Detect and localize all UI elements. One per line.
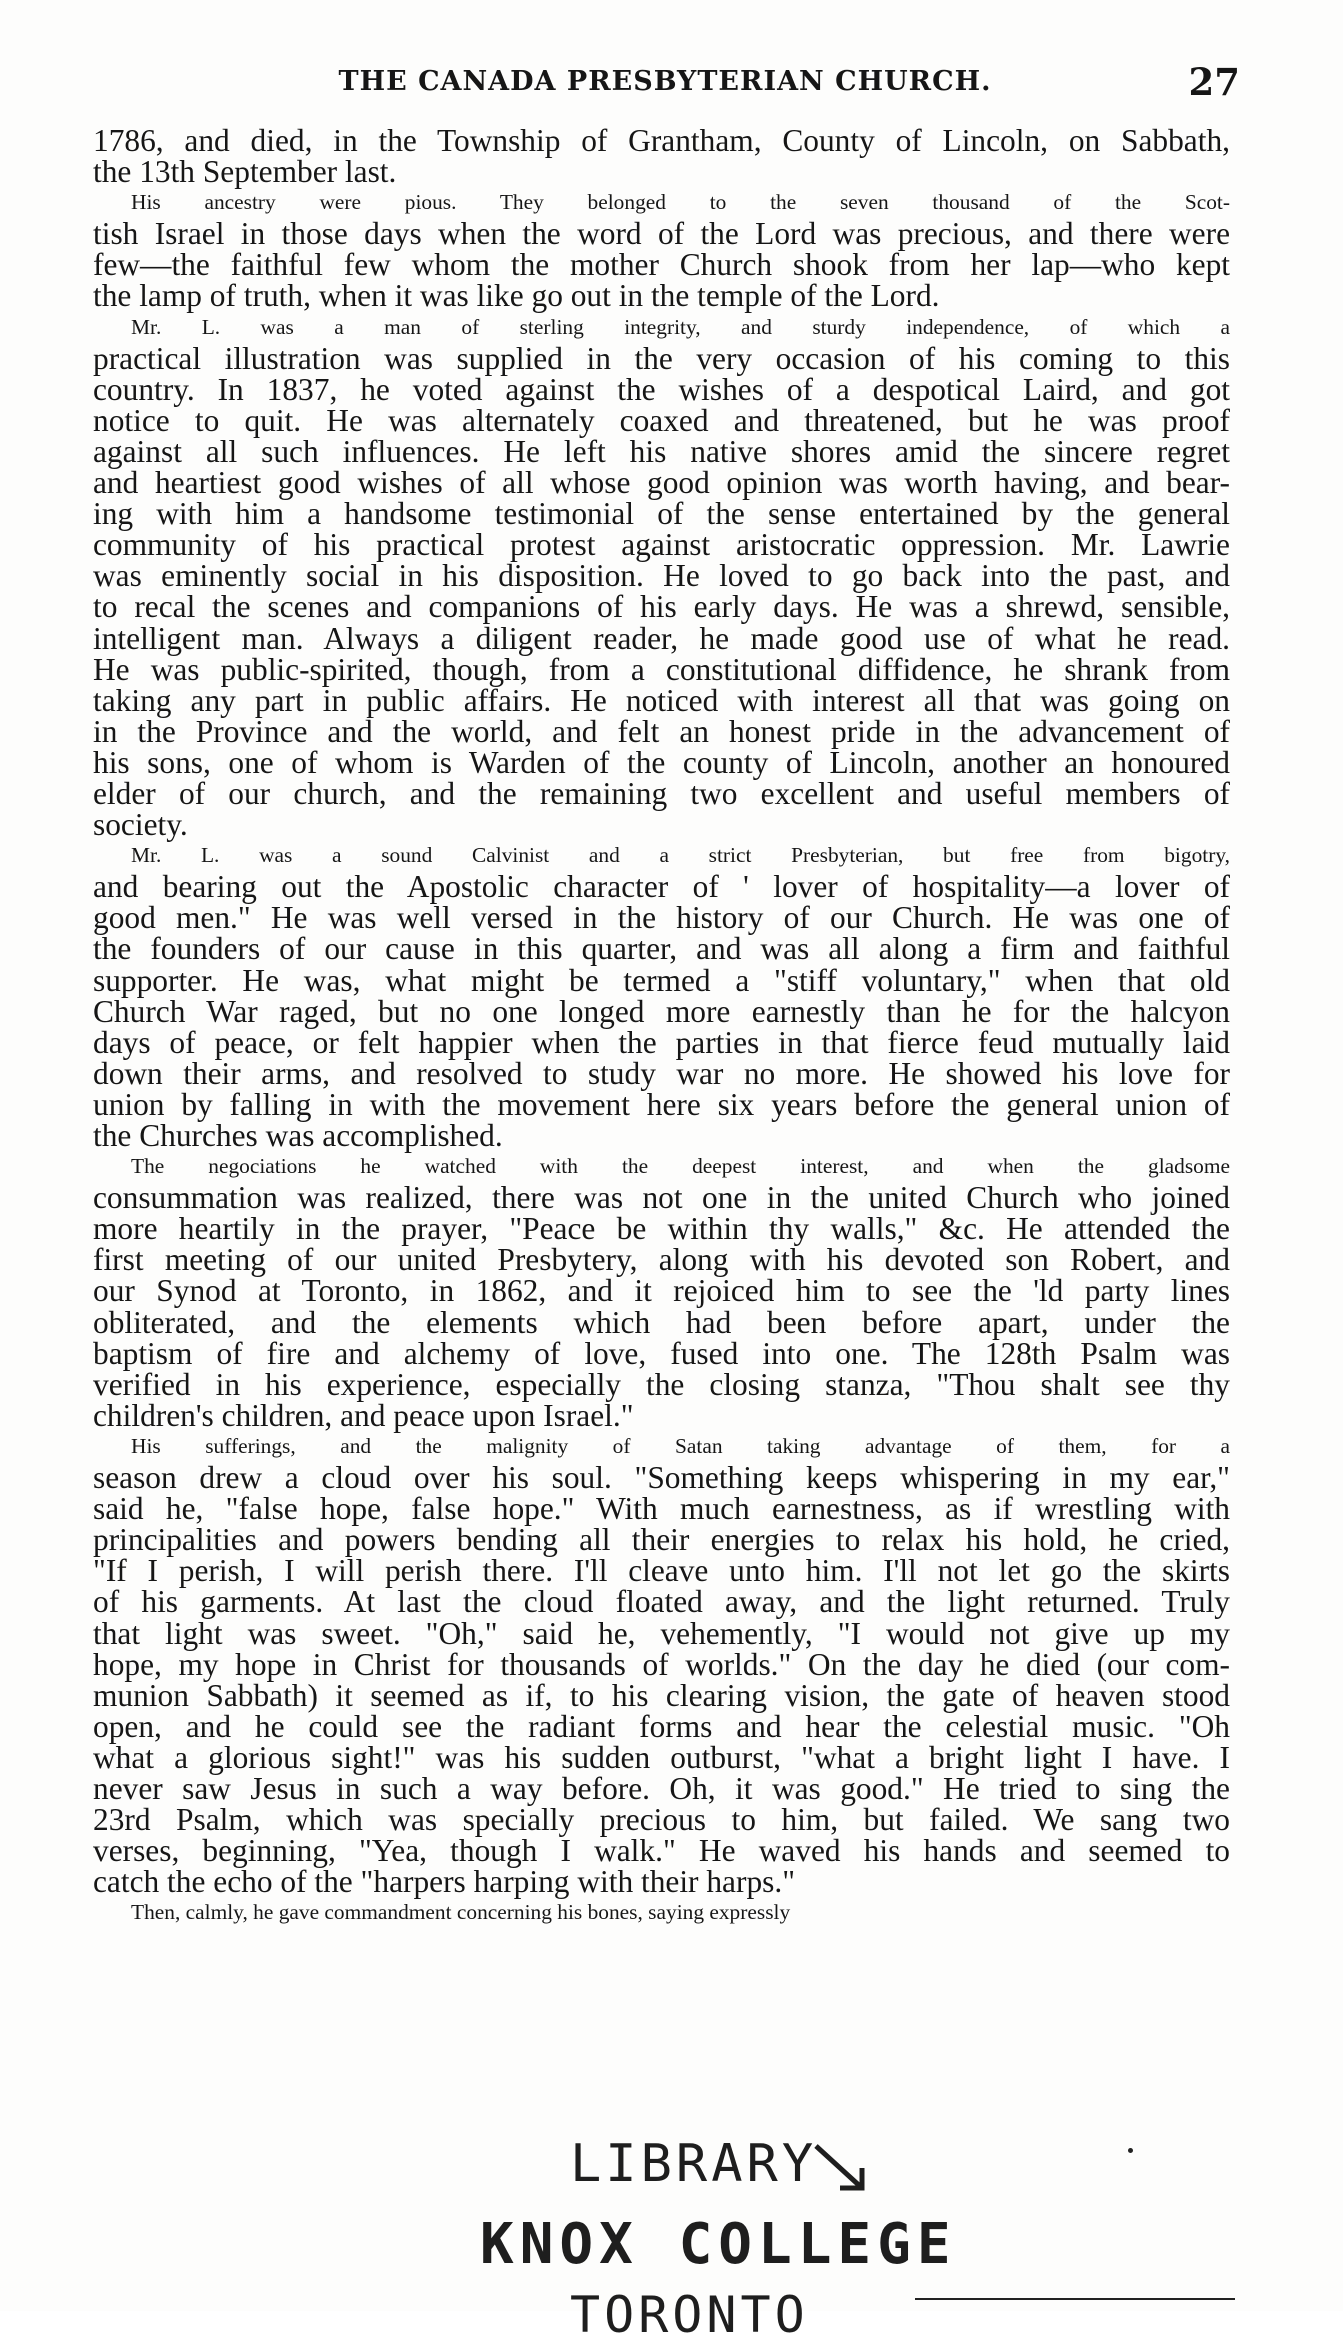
text-line: of his garments. At last the cloud floated away, and the light returned. Truly [93, 1584, 1230, 1620]
text-line: and bearing out the Apostolic character of ' lover of hospitality—a lover of [93, 869, 1230, 905]
paragraph [93, 1431, 1230, 1900]
text-line: Then, calmly, he gave commandment concerning his bones, saying expressly [131, 1900, 791, 1925]
paragraph [93, 123, 1230, 190]
text-line: The negociations he watched with the deepest interest, and when the gladsome [131, 1154, 1230, 1179]
paragraph [93, 1151, 1230, 1431]
bottom-rule [915, 2298, 1235, 2300]
text-line: and heartiest good wishes of all whose good opinion was worth having, and bear- [93, 465, 1230, 501]
text-line: munion Sabbath) it seemed as if, to his clearing vision, the gate of heaven stood [93, 1677, 1230, 1713]
text-line: taking any part in public affairs. He noticed with interest all that was going on [93, 682, 1230, 718]
text-line: season drew a cloud over his soul. "Something keeps whispering in my ear," [93, 1460, 1230, 1496]
paragraph [93, 312, 1230, 841]
ink-dot [1128, 2148, 1133, 2153]
paragraph [93, 187, 1230, 314]
text-line: good men." He was well versed in the history of our Church. He was one of [93, 900, 1230, 936]
text-line: country. In 1837, he voted against the wishes of a despotical Laird, and got [93, 371, 1230, 407]
text-line: down their arms, and resolved to study war no more. He showed his love for [93, 1055, 1230, 1091]
paragraph [93, 840, 1230, 1151]
text-line: against all such influences. He left his native shores amid the sincere regret [93, 433, 1230, 469]
text-line: verified in his experience, especially the closing stanza, "Thou shalt see thy [93, 1366, 1230, 1402]
stamp-city-text: TORONTO [570, 2286, 809, 2344]
text-line: "If I perish, I will perish there. I'll cleave unto him. I'll not let go the skirts [93, 1553, 1230, 1589]
text-line: the 13th September last. [93, 154, 397, 190]
text-line: union by falling in with the movement here six years before the general union of [93, 1086, 1230, 1122]
text-line: practical illustration was supplied in the very occasion of his coming to this [93, 340, 1230, 376]
text-line: tish Israel in those days when the word of the Lord was precious, and there were [93, 216, 1230, 252]
text-line: supporter. He was, what might be termed a "stiff voluntary," when that old [93, 962, 1230, 998]
text-line: more heartily in the prayer, "Peace be within thy walls," &c. He attended the [93, 1211, 1230, 1247]
text-line: baptism of fire and alchemy of love, fused into one. The 128th Psalm was [93, 1335, 1230, 1371]
text-line: to recal the scenes and companions of his early days. He was a shrewd, sensible, [93, 589, 1230, 625]
text-line: children's children, and peace upon Israel." [93, 1397, 634, 1433]
text-line: our Synod at Toronto, in 1862, and it rejoiced him to see the 'ld party lines [93, 1273, 1230, 1309]
text-line: was eminently social in his disposition. He loved to go back into the past, and [93, 558, 1230, 594]
page-title: THE CANADA PRESBYTERIAN CHURCH. [338, 66, 992, 97]
text-line: few—the faithful few whom the mother Church shook from her lap—who kept [93, 247, 1230, 283]
text-line: the Churches was accomplished. [93, 1118, 503, 1153]
text-line: first meeting of our united Presbytery, along with his devoted son Robert, and [93, 1242, 1230, 1278]
text-line: Church War raged, but no one longed more earnestly than he for the halcyon [93, 993, 1230, 1029]
paragraph [93, 1897, 1230, 1928]
text-line: Mr. L. was a sound Calvinist and a strict Presbyterian, but free from bigotry, [131, 843, 1230, 868]
library-stamp [450, 2124, 1010, 2344]
stamp-college-text: KNOX COLLEGE [480, 2212, 957, 2277]
text-line: hope, my hope in Christ for thousands of worlds." On the day he died (our com- [93, 1646, 1230, 1682]
text-line: His sufferings, and the malignity of Satan taking advantage of them, for a [131, 1433, 1230, 1458]
stamp-library-text: LIBRARY [570, 2134, 818, 2194]
text-line: what a glorious sight!" was his sudden outburst, "what a bright light I have. I [93, 1739, 1230, 1775]
text-line: His ancestry were pious. They belonged to the seven thousand of the Scot- [131, 190, 1230, 215]
text-line: catch the echo of the "harpers harping with their harps." [93, 1864, 796, 1900]
text-line: elder of our church, and the remaining two excellent and useful members of [93, 775, 1230, 811]
text-line: 23rd Psalm, which was specially precious to him, but failed. We sang two [93, 1802, 1230, 1838]
text-line: principalities and powers bending all their energies to relax his hold, he cried, [93, 1522, 1230, 1558]
running-head [90, 60, 1240, 110]
text-line: verses, beginning, "Yea, though I walk." He waved his hands and seemed to [93, 1833, 1230, 1869]
text-line: 1786, and died, in the Township of Grantham, County of Lincoln, on Sabbath, [93, 123, 1230, 158]
text-line: consummation was realized, there was not one in the united Church who joined [93, 1180, 1230, 1216]
text-line: society. [93, 807, 188, 843]
text-line: never saw Jesus in such a way before. Oh, it was good." He tried to sing the [93, 1770, 1230, 1806]
text-line: days of peace, or felt happier when the parties in that fierce feud mutually laid [93, 1024, 1230, 1060]
body-text [93, 125, 1230, 1928]
text-line: ing with him a handsome testimonial of the sense entertained by the general [93, 496, 1230, 532]
text-line: notice to quit. He was alternately coaxed and threatened, but he was proof [93, 402, 1230, 438]
text-line: the lamp of truth, when it was like go out in the temple of the Lord. [93, 278, 940, 314]
text-line: his sons, one of whom is Warden of the county of Lincoln, another an honoured [93, 744, 1230, 780]
text-line: intelligent man. Always a diligent reader, he made good use of what he read. [93, 620, 1230, 656]
stamp-arrow-icon [810, 2138, 870, 2198]
text-line: that light was sweet. "Oh," said he, vehemently, "I would not give up my [93, 1615, 1230, 1651]
text-line: Mr. L. was a man of sterling integrity, and sturdy independence, of which a [131, 314, 1230, 339]
text-line: open, and he could see the radiant forms and hear the celestial music. "Oh [93, 1708, 1230, 1744]
text-line: community of his practical protest against aristocratic oppression. Mr. Lawrie [93, 527, 1230, 563]
text-line: in the Province and the world, and felt an honest pride in the advancement of [93, 713, 1230, 749]
text-line: obliterated, and the elements which had been before apart, under the [93, 1304, 1230, 1340]
page-number: 27 [1188, 60, 1240, 104]
text-line: said he, "false hope, false hope." With much earnestness, as if wrestling with [93, 1491, 1230, 1527]
text-line: He was public-spirited, though, from a constitutional diffidence, he shrank from [93, 651, 1230, 687]
text-line: the founders of our cause in this quarter, and was all along a firm and faithful [93, 931, 1230, 967]
